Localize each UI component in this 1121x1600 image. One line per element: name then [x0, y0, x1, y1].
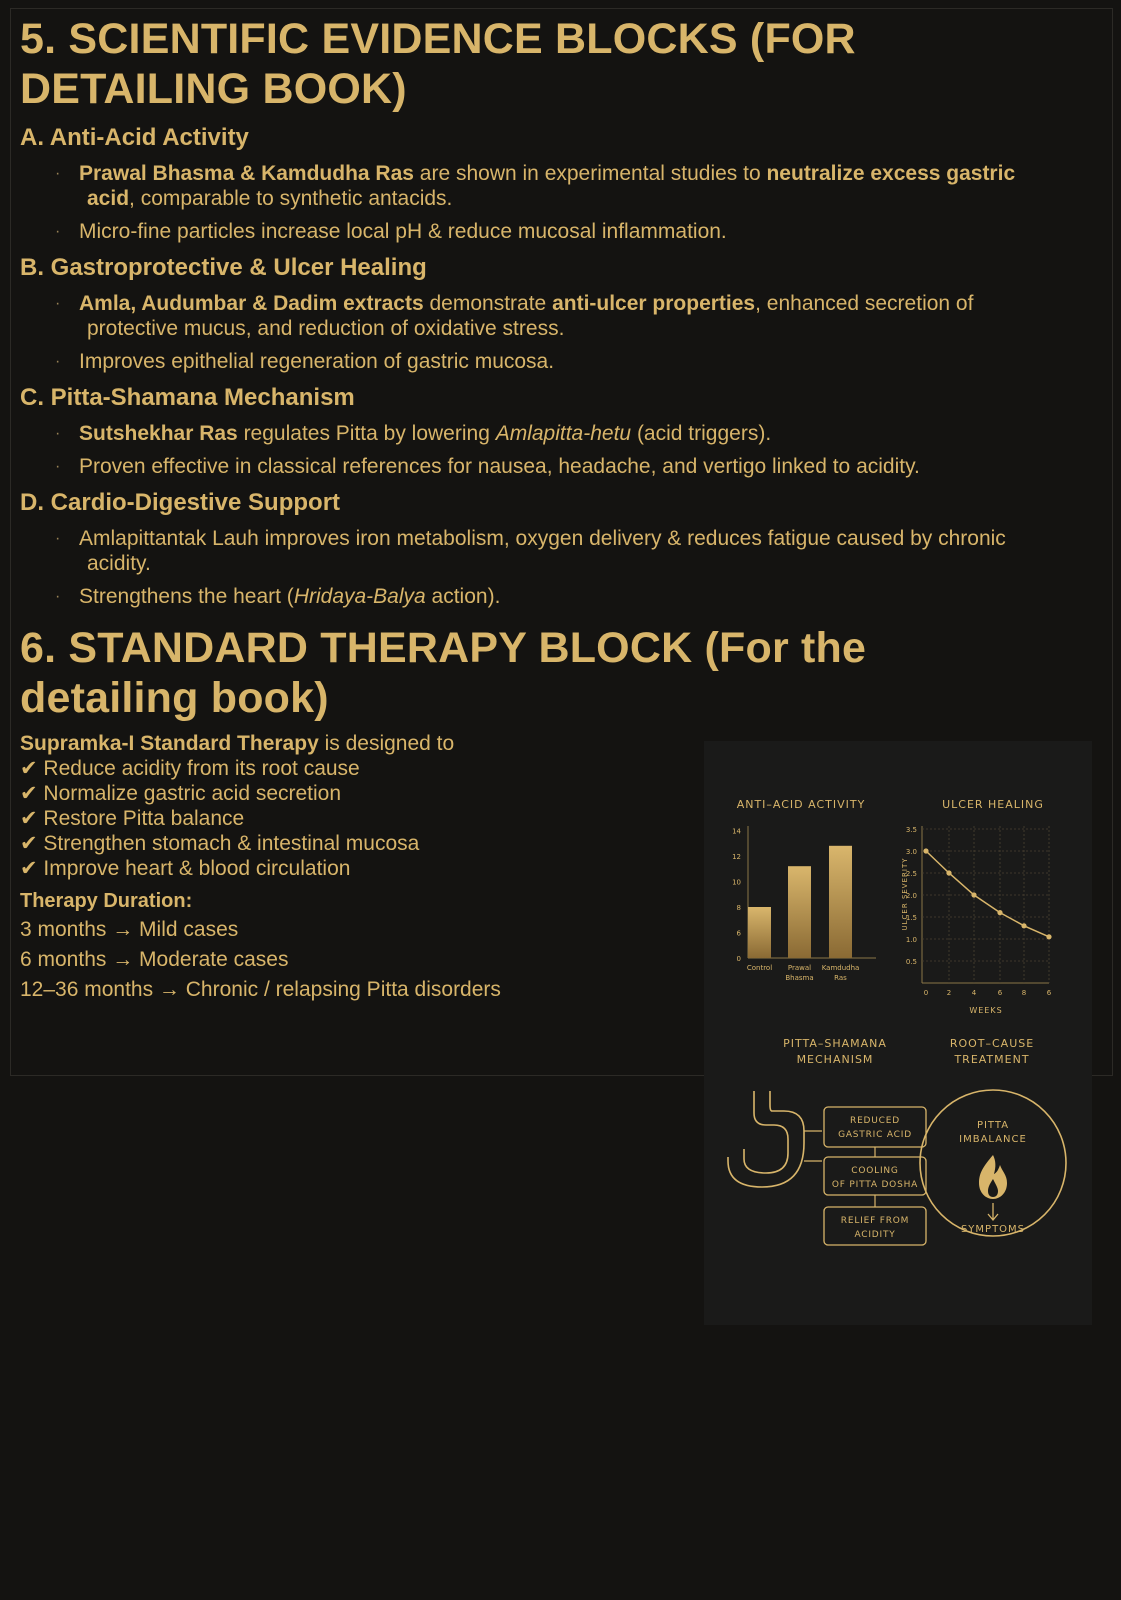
data-point	[1021, 923, 1026, 928]
block-b-list	[20, 291, 1100, 374]
line-chart-ylabel: ULCER SEVERITY	[901, 857, 909, 931]
benefit-item: ✔ Strengthen stomach & intestinal mucosa	[20, 832, 420, 855]
bar-label: Control	[746, 964, 773, 972]
bar-chart-title: ANTI–ACID ACTIVITY	[736, 798, 866, 811]
line-chart	[906, 826, 1052, 997]
symptoms-label: SYMPTOMS	[960, 1224, 1026, 1235]
bar-y-tick: 0	[736, 955, 741, 963]
data-point	[971, 892, 976, 897]
list-item: · Amlapittantak Lauh improves iron metabolism, oxygen delivery & reduces fatigue caused by chronic acidity.	[55, 527, 1006, 575]
line-y-tick: 0.5	[905, 958, 917, 966]
bar-label: Ras	[834, 974, 847, 982]
duration-item: 3 months → Mild cases	[20, 918, 239, 941]
benefit-item: ✔ Normalize gastric acid secretion	[20, 782, 342, 805]
line-x-tick: 6	[1046, 989, 1052, 997]
duration-item: 6 months → Moderate cases	[20, 948, 289, 971]
block-a-heading: A. Anti-Acid Activity	[20, 124, 249, 151]
bar-y-tick: 12	[732, 853, 741, 861]
line-y-tick: 1.0	[905, 936, 917, 944]
line-y-tick: 2.5	[905, 870, 917, 878]
therapy-intro: Supramka-I Standard Therapy is designed to	[20, 732, 455, 755]
list-item: · Strengthens the heart (Hridaya-Balya action).	[55, 585, 501, 608]
bar	[829, 846, 852, 958]
mechanism-title-1: PITTA–SHAMANA	[783, 1037, 887, 1050]
bullet-dot: ·	[55, 530, 61, 547]
therapy-duration-title: Therapy Duration:	[20, 890, 193, 912]
block-b-heading: B. Gastroprotective & Ulcer Healing	[20, 254, 427, 281]
line-chart-title: ULCER HEALING	[942, 798, 1044, 811]
stomach-icon	[728, 1091, 804, 1187]
bar-y-tick: 8	[736, 904, 741, 912]
line-x-tick: 2	[946, 989, 952, 997]
block-c-heading: C. Pitta-Shamana Mechanism	[20, 384, 355, 411]
root-cause-title-2: TREATMENT	[954, 1053, 1030, 1066]
list-item: · Amla, Audumbar & Dadim extracts demonstrate anti-ulcer properties, enhanced secretion of protective mucus, and reduction of oxidative stress.	[55, 292, 974, 340]
bar-label: Prawal	[787, 964, 812, 972]
bullet-dot: ·	[55, 165, 61, 182]
data-point	[946, 870, 951, 875]
root-cause-title-1: ROOT–CAUSE	[949, 1037, 1035, 1050]
line-chart-xlabel: WEEKS	[969, 1006, 1003, 1015]
pitta-label-2: IMBALANCE	[959, 1134, 1027, 1145]
svg-text:REDUCED: REDUCED	[850, 1116, 900, 1126]
list-item: · Micro-fine particles increase local pH & reduce mucosal inflammation.	[55, 220, 727, 243]
svg-text:RELIEF FROM: RELIEF FROM	[840, 1216, 910, 1226]
flame-icon	[979, 1155, 1007, 1199]
bar-chart	[732, 826, 876, 982]
benefit-item: ✔ Improve heart & blood circulation	[20, 857, 351, 880]
section6-title: 6. STANDARD THERAPY BLOCK (For the detailing book)	[20, 624, 867, 722]
line-y-tick: 1.5	[905, 914, 917, 922]
mechanism-step-1	[824, 1107, 926, 1147]
mechanism-title-2: MECHANISM	[796, 1053, 874, 1066]
bar-y-tick: 14	[732, 827, 741, 836]
data-point	[923, 848, 928, 853]
pitta-label-1: PITTA	[976, 1120, 1010, 1131]
infographic-svg	[704, 741, 1092, 1325]
bar	[748, 907, 771, 958]
line-y-tick: 2.0	[905, 892, 917, 900]
series-line	[926, 851, 1049, 937]
line-x-tick: 4	[971, 989, 977, 997]
bar	[788, 866, 811, 958]
line-x-tick: 0	[923, 989, 929, 997]
list-item: · Prawal Bhasma & Kamdudha Ras are shown in experimental studies to neutralize excess gastric acid, comparable to synthetic antacids.	[55, 162, 1016, 210]
section-scientific-evidence	[20, 14, 1100, 609]
mechanism-step-3	[824, 1207, 926, 1245]
bullet-dot: ·	[55, 458, 61, 475]
bar-y-tick: 10	[732, 878, 741, 887]
block-d-heading: D. Cardio-Digestive Support	[20, 489, 341, 516]
line-x-tick: 6	[997, 989, 1003, 997]
list-item: · Improves epithelial regeneration of gastric mucosa.	[55, 350, 555, 373]
bar-label: Bhasma	[785, 974, 814, 982]
block-c-list	[20, 421, 1100, 479]
bullet-dot: ·	[55, 223, 61, 240]
bullet-dot: ·	[55, 425, 61, 442]
infographic-panel	[704, 741, 1092, 1325]
duration-item: 12–36 months → Chronic / relapsing Pitta disorders	[20, 978, 501, 1001]
line-x-tick: 8	[1021, 989, 1027, 997]
list-item: · Sutshekhar Ras regulates Pitta by lowering Amlapitta-hetu (acid triggers).	[55, 422, 772, 445]
line-y-tick: 3.5	[905, 826, 917, 834]
bar-label: Kamdudha	[821, 964, 860, 972]
benefit-item: ✔ Restore Pitta balance	[20, 807, 245, 830]
bullet-dot: ·	[55, 295, 61, 312]
bar-y-tick: 6	[736, 929, 741, 938]
svg-text:ACIDITY: ACIDITY	[854, 1230, 896, 1240]
section5-title: 5. SCIENTIFIC EVIDENCE BLOCKS (FOR DETAILING BOOK)	[20, 15, 856, 113]
data-point	[997, 910, 1002, 915]
svg-text:COOLING: COOLING	[851, 1166, 899, 1176]
benefit-item: ✔ Reduce acidity from its root cause	[20, 757, 360, 780]
mechanism-step-2	[824, 1157, 926, 1195]
bullet-dot: ·	[55, 588, 61, 605]
svg-text:OF PITTA DOSHA: OF PITTA DOSHA	[831, 1180, 919, 1190]
block-d-list	[20, 526, 1100, 609]
block-a-list	[20, 161, 1100, 244]
list-item: · Proven effective in classical references for nausea, headache, and vertigo linked to acidity.	[55, 455, 920, 478]
bullet-dot: ·	[55, 353, 61, 370]
svg-text:GASTRIC ACID: GASTRIC ACID	[838, 1130, 912, 1140]
line-y-tick: 3.0	[905, 848, 917, 856]
data-point	[1046, 934, 1051, 939]
